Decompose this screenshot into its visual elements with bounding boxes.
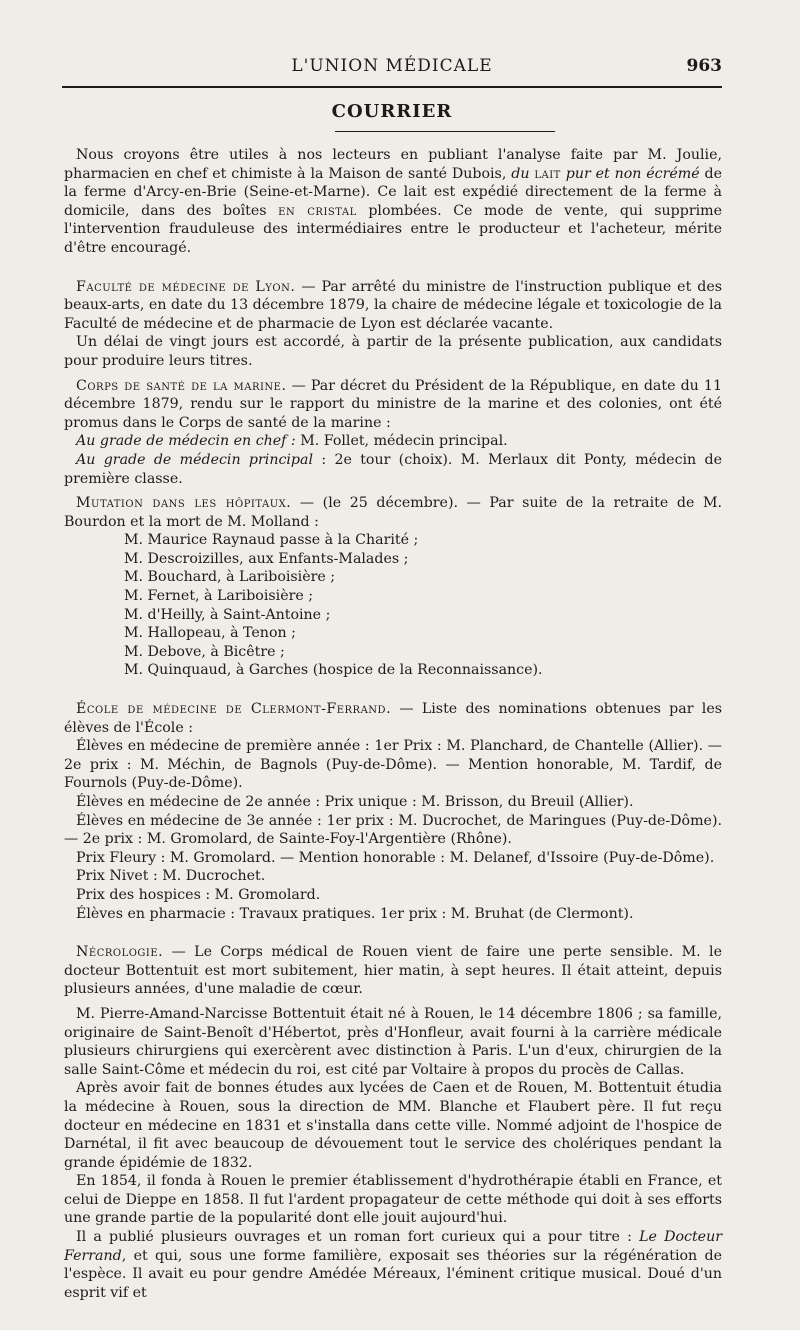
necrology-paragraph-5: Il a publié plusieurs ouvrages et un roman fort curieux qui a pour titre : Le Docteur Ferrand, et qui, sous une forme familière, exposait ses théories sur la régénération de l'espèce. Il avait eu pour gendre Amédée Méreaux, l'éminent critique musical. Doué d'un esprit vif et [64,1229,722,1301]
mutation-paragraph: Mutation dans les hôpitaux. — (le 25 décembre). — Par suite de la retraite de M. Bourdon et la mort de M. Molland : [64,495,722,530]
list-item: M. Maurice Raynaud passe à la Charité ; [124,532,419,549]
lyon-heading: Faculté de médecine de Lyon. [76,278,296,295]
necrology-heading: Nécrologie. [76,944,164,961]
list-item: M. Descroizilles, aux Enfants-Malades ; [124,550,409,567]
lyon-paragraph: Faculté de médecine de Lyon. — Par arrêté du ministre de l'instruction publique et des beaux-arts, en date du 13 décembre 1879, la chaire de médecine légale et toxicologie de la Faculté de médecine et de pharmacie de Lyon est déclarée vacante. [64,278,722,332]
clermont-line: Prix Nivet : M. Ducrochet. [76,868,266,885]
marine-principal: Au grade de médecin principal : 2e tour (choix). M. Merlaux dit Ponty, médecin de première classe. [64,451,722,487]
list-item: M. Bouchard, à Lariboisière ; [124,569,336,586]
necrology-paragraph-3: Après avoir fait de bonnes études aux lycées de Caen et de Rouen, M. Bottentuit étudia la médecine à Rouen, sous la direction de MM. Blanche et Flaubert père. Il fut reçu docteur en médecine en 1831 et s'installa dans cette ville. Nommé adjoint de l'hospice de Darnétal, il fit avec beaucoup de dévouement tout le service des cholériques pendant la grande épidémie de 1832. [64,1080,722,1171]
running-head [62,56,722,80]
clermont-line: Élèves en médecine de 2e année : Prix unique : M. Brisson, du Breuil (Allier). [76,794,634,810]
clermont-line: Prix des hospices : M. Gromolard. [76,886,321,903]
clermont-line: Prix Fleury : M. Gromolard. — Mention honorable : M. Delanef, d'Issoire (Puy-de-Dôme). [76,849,715,866]
list-item: M. Debove, à Bicêtre ; [124,643,285,660]
list-item: M. Quinquaud, à Garches (hospice de la Reconnaissance). [124,662,543,679]
clermont-paragraph: École de médecine de Clermont-Ferrand. — Liste des nominations obtenues par les élèves de l'École : [64,701,722,736]
lyon-paragraph-2: Un délai de vingt jours est accordé, à partir de la présente publication, aux candidats pour produire leurs titres. [64,334,722,369]
title-rule [335,131,555,132]
marine-heading: Corps de santé de la marine. [76,377,287,394]
mutation-heading: Mutation dans les hôpitaux. [76,495,292,512]
list-item: M. d'Heilly, à Saint-Antoine ; [124,606,331,623]
list-item: M. Fernet, à Lariboisière ; [124,588,314,605]
section-title: COURRIER [331,101,453,122]
mutation-list [64,531,722,680]
clermont-line: Élèves en médecine de première année : 1er Prix : M. Planchard, de Chantelle (Allier). — 2e prix : M. Méchin, de Bagnols (Puy-de-Dôme). — Mention honorable, M. Tardif, de Fournols (Puy-de-Dôme). [64,738,722,792]
clermont-line: Élèves en médecine de 3e année : 1er prix : M. Ducrochet, de Maringues (Puy-de-Dôme). — 2e prix : M. Gromolard, de Sainte-Foy-l'Argentière (Rhône). [64,812,722,848]
necrology-paragraph: Nécrologie. — Le Corps médical de Rouen vient de faire une perte sensible. M. le docteur Bottentuit est mort subitement, hier matin, à sept heures. Il était atteint, depuis plusieurs années, d'une maladie de cœur. [64,944,722,998]
necrology-paragraph-2: M. Pierre-Amand-Narcisse Bottentuit était né à Rouen, le 14 décembre 1806 ; sa famille, originaire de Saint-Benoît d'Hébertot, près d'Honfleur, avait fourni à la carrière médicale plusieurs chirurgiens qui exercèrent avec distinction à Paris. L'un d'eux, chirurgien de la salle Saint-Côme et médecin du roi, est cité par Voltaire à propos du procès de Callas. [64,1005,722,1078]
header-rule [62,86,722,88]
article-body [64,146,722,1302]
necrology-paragraph-4: En 1854, il fonda à Rouen le premier établissement d'hydrothérapie établi en France, et celui de Dieppe en 1858. Il fut l'ardent propagateur de cette méthode qui doit à ses efforts une grande partie de la popularité dont elle jouit aujourd'hui. [64,1173,722,1227]
list-item: M. Hallopeau, à Tenon ; [124,625,296,642]
milk-paragraph: Nous croyons être utiles à nos lecteurs en publiant l'analyse faite par M. Joulie, pharmacien en chef et chimiste à la Maison de santé Dubois, du lait pur et non écrémé de la ferme d'Arcy-en-Brie (Seine-et-Marne). Ce lait est expédié directement de la ferme à domicile, dans des boîtes en cristal plombées. Ce mode de vente, qui supprime l'intervention frauduleuse des intermédiaires entre le producteur et l'acheteur, mérite d'être encouragé. [64,147,723,256]
journal-title: L'UNION MÉDICALE [291,56,493,76]
marine-chef: Au grade de médecin en chef : M. Follet, médecin principal. [76,433,508,450]
clermont-line: Élèves en pharmacie : Travaux pratiques. 1er prix : M. Bruhat (de Clermont). [76,905,634,922]
clermont-heading: École de médecine de Clermont-Ferrand. [76,701,392,718]
marine-paragraph: Corps de santé de la marine. — Par décret du Président de la République, en date du 11 décembre 1879, rendu sur le rapport du ministre de la marine et des colonies, ont été promus dans le Corps de santé de la marine : [64,377,722,431]
page-number: 963 [686,56,722,76]
